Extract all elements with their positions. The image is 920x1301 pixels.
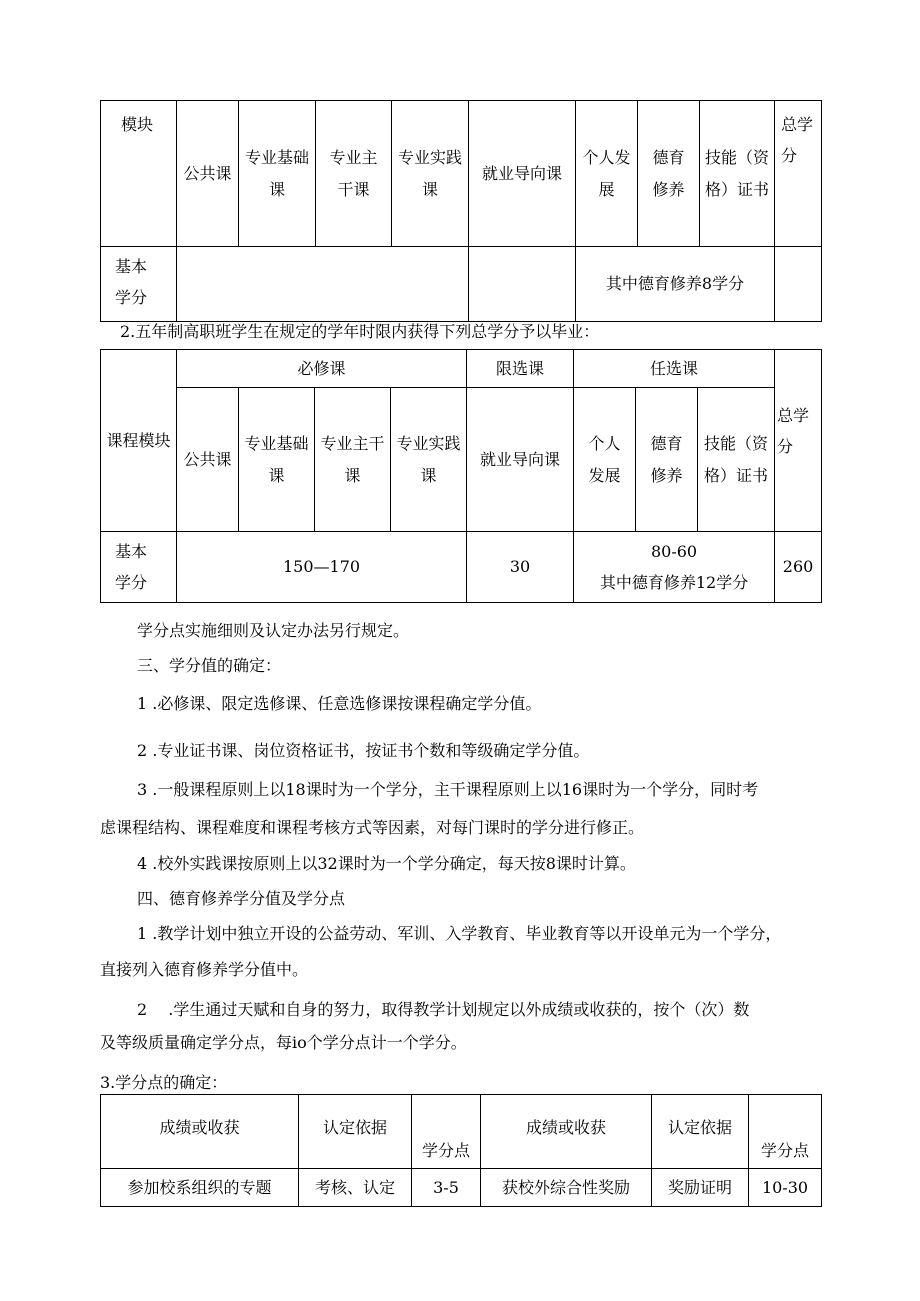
para-item-4-2-line1: 2 .学生通过天赋和自身的努力，取得教学计划规定以外成绩或收获的，按个（次）数 [137, 1000, 750, 1019]
t2-header-career: 就业导向课 [467, 388, 574, 532]
t2-required-value: 150—170 [177, 532, 467, 603]
table-module-credits-2 [100, 349, 822, 603]
t3-cell-points-1: 3-5 [412, 1169, 481, 1207]
t2-elective-note: 其中德育修养12学分 [599, 573, 749, 592]
t1-header-personal: 个人发展 [576, 101, 638, 247]
t2-header-module: 课程模块 [101, 350, 177, 532]
t3-header-points-1: 学分点 [412, 1095, 481, 1169]
t2-header-limited: 限选课 [467, 350, 574, 388]
t1-basic-career [469, 247, 576, 322]
t2-elective-value: 80-60 [650, 541, 698, 561]
t1-header-career: 就业导向课 [469, 101, 576, 247]
t1-header-practice: 专业实践课 [392, 101, 469, 247]
para-item-4-2-line2: 及等级质量确定学分点，每io个学分点计一个学分。 [100, 1033, 467, 1052]
t1-basic-total [775, 247, 822, 322]
t2-header-elective: 任选课 [574, 350, 775, 388]
t1-header-foundation: 专业基础课 [239, 101, 316, 247]
t1-header-module: 模块 [101, 101, 177, 247]
t1-header-total: 总学分 [775, 101, 822, 247]
t2-header-total: 总学分 [775, 350, 822, 532]
heading-section-4: 四、德育修养学分值及学分点 [137, 889, 346, 908]
para-item-3-1: 1 .必修课、限定选修课、任意选修课按课程确定学分值。 [137, 694, 542, 713]
para-item-4-1-line2: 直接列入德育修养学分值中。 [100, 960, 309, 979]
t1-header-core: 专业主干课 [316, 101, 392, 247]
para-item-3-3-line1: 3 .一般课程原则上以18课时为一个学分，主干课程原则上以16课时为一个学分，同时考 [137, 780, 759, 799]
t1-header-public: 公共课 [177, 101, 239, 247]
para-item-3-3-line2: 虑课程结构、课程难度和课程考核方式等因素，对每门课时的学分进行修正。 [100, 818, 645, 837]
para-item-3-4: 4 .校外实践课按原则上以32课时为一个学分确定，每天按8课时计算。 [137, 854, 636, 873]
t2-header-skill: 技能（资格）证书 [698, 388, 775, 532]
t2-elective-cell [574, 532, 775, 603]
t2-header-practice: 专业实践课 [391, 388, 467, 532]
table-credit-points [100, 1094, 822, 1207]
t3-header-points-2: 学分点 [749, 1095, 822, 1169]
t3-cell-basis-2: 奖励证明 [652, 1169, 749, 1207]
t3-header-basis-1: 认定依据 [299, 1095, 412, 1169]
t3-header-basis-2: 认定依据 [652, 1095, 749, 1169]
section-2-title: 2.五年制高职班学生在规定的学年时限内获得下列总学分予以毕业： [120, 322, 600, 341]
t2-limited-value: 30 [467, 532, 574, 603]
t3-header-achievement-1: 成绩或收获 [101, 1095, 299, 1169]
para-details-note: 学分点实施细则及认定办法另行规定。 [137, 621, 410, 640]
t2-header-core: 专业主干课 [315, 388, 391, 532]
t3-header-achievement-2: 成绩或收获 [481, 1095, 652, 1169]
t3-cell-achievement-2: 获校外综合性奖励 [481, 1169, 652, 1207]
t1-header-skill: 技能（资格）证书 [700, 101, 775, 247]
t2-header-moral: 德育修养 [636, 388, 698, 532]
t2-header-foundation: 专业基础课 [239, 388, 315, 532]
t2-header-public: 公共课 [177, 388, 239, 532]
t1-basic-label: 基本学分 [101, 247, 177, 322]
t3-cell-basis-1: 考核、认定 [299, 1169, 412, 1207]
heading-credit-points: 3.学分点的确定： [100, 1073, 228, 1092]
t1-basic-required [177, 247, 469, 322]
table-module-credits-1 [100, 100, 822, 322]
t1-basic-note: 其中德育修养8学分 [576, 247, 775, 322]
t2-total-value: 260 [775, 532, 822, 603]
t2-header-required: 必修课 [177, 350, 467, 388]
t3-cell-achievement-1: 参加校系组织的专题 [101, 1169, 299, 1207]
heading-section-3: 三、学分值的确定： [137, 656, 282, 675]
para-item-3-2: 2 .专业证书课、岗位资格证书，按证书个数和等级确定学分值。 [137, 741, 590, 760]
t1-header-moral: 德育修养 [638, 101, 700, 247]
t2-header-personal: 个人发展 [574, 388, 636, 532]
para-item-4-1-line1: 1 .教学计划中独立开设的公益劳动、军训、入学教育、毕业教育等以开设单元为一个学分， [137, 924, 782, 943]
t3-cell-points-2: 10-30 [749, 1169, 822, 1207]
t2-basic-label: 基本学分 [101, 532, 177, 603]
